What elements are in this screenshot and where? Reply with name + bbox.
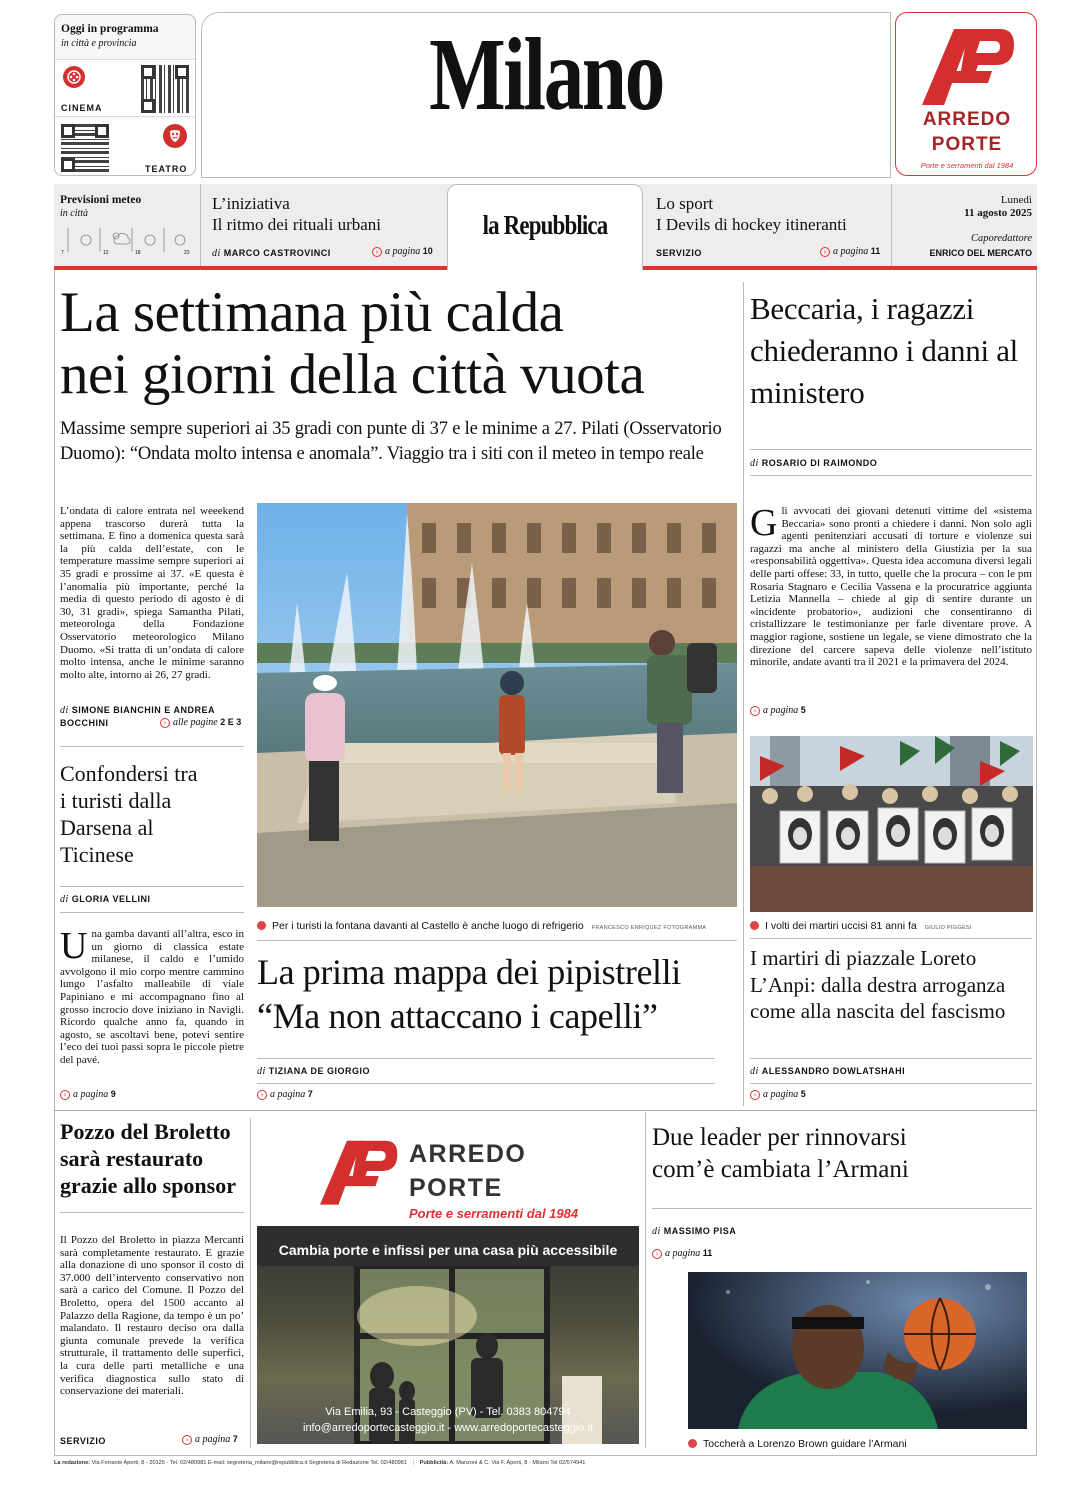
confondersi-body: Una gamba davanti all’altra, esco in un giorno di classica estate milanese, il caldo e l’umido avvolgono il mio corpo mentre cammino lungo l’asfalto malleabile di viale Papiniano e mi accompagnano fino al grosso incrocio dove iniziano in Navigli. Ricordo qualche anno fa, quando in agosto, se ascoltavi bene, potevi sentire l’eco dei tuoi passi sopra le piccole pietre del pavé. [60, 925, 244, 1066]
arrow-right-icon: › [820, 247, 830, 257]
camera-icon [257, 921, 266, 930]
meteo-box[interactable] [54, 184, 196, 266]
loreto-byline: di ALESSANDRO DOWLATSHAHI [750, 1066, 906, 1077]
confondersi-byline: di GLORIA VELLINI [60, 894, 151, 905]
qr-code-icon[interactable] [141, 65, 189, 113]
arrow-right-icon: › [750, 706, 760, 716]
armani-byline: di MASSIMO PISA [652, 1226, 737, 1237]
meteo-icons [60, 224, 194, 258]
arrow-right-icon: › [750, 1090, 760, 1100]
ad-slogan: Cambia porte e infissi per una casa più accessibile [278, 1242, 618, 1258]
pipistrelli-pageref[interactable]: › a pagina 7 [257, 1089, 313, 1100]
date-full: 11 agosto 2025 [964, 207, 1032, 219]
pipistrelli-headline[interactable]: La prima mappa dei pipistrelli “Ma non attaccano i capelli” [257, 952, 681, 1036]
armani-pageref[interactable]: › a pagina 11 [652, 1248, 712, 1259]
lead-byline: di SIMONE BIANCHIN E ANDREA BOCCHINI [60, 705, 215, 728]
ad-brand-1: ARREDO [922, 109, 1012, 130]
camera-icon [688, 1439, 697, 1448]
confondersi-pageref[interactable]: › a pagina 9 [60, 1089, 116, 1100]
programma-subtitle: in città e provincia [61, 38, 137, 49]
confondersi-headline[interactable]: Confondersi tra i turisti dalla Darsena al Ticinese [60, 761, 198, 867]
teaser-sport[interactable] [656, 184, 888, 266]
lead-photo-caption: Per i turisti la fontana davanti al Castello è anche luogo di refrigerio FRANCESCO ENRIQUEZ FOTOGRAMMA [257, 916, 737, 934]
meteo-subtitle: in città [60, 208, 89, 219]
footer: La redazione: Via Ferrante Aporti, 8 - 20125 - Tel. 02/480981 E-mail: segreteria_milano@repubblica.it Segreteria di Redazione Tel. 02/480981 | Pubblicità: A. Manzoni & C. Via F. Aporti, 8 - Milano Tel 02/574941 [54, 1460, 586, 1466]
theater-mask-icon [163, 124, 187, 148]
lead-headline[interactable]: La settimana più calda nei giorni della città vuota [60, 281, 645, 406]
ad-brand-2: PORTE [931, 134, 1003, 155]
loreto-photo [750, 736, 1033, 912]
teaser-kicker: L’iniziativa [212, 194, 290, 213]
armani-headline[interactable]: Due leader per rinnovarsi com’è cambiata l’Armani [652, 1124, 909, 1183]
lead-deck: Massime sempre superiori ai 35 gradi con punte di 37 e le minime a 27. Pilati (Osservatorio Duomo): “Ondata molto intensa e anomala”. Viaggio tra i siti con il meteo in tempo reale [60, 419, 722, 464]
ad-tagline: Porte e serramenti dal 1984 [920, 161, 1014, 170]
teatro-tile[interactable] [55, 119, 195, 175]
arrow-right-icon: › [372, 247, 382, 257]
cinema-tile[interactable] [55, 59, 195, 117]
arrow-right-icon: › [160, 718, 170, 728]
beccaria-headline[interactable]: Beccaria, i ragazzi chiederanno i danni al ministero [750, 291, 1018, 410]
beccaria-byline: di ROSARIO DI RAIMONDO [750, 458, 878, 469]
broletto-byline: SERVIZIO [60, 1436, 106, 1446]
teaser-iniziativa[interactable] [212, 184, 444, 266]
ad-bottom[interactable] [257, 1124, 639, 1444]
arrow-right-icon: › [257, 1090, 267, 1100]
armani-photo-caption: Toccherà a Lorenzo Brown guidare l’Armani [688, 1434, 907, 1452]
teatro-label: TEATRO [145, 164, 188, 174]
teaser-pageref[interactable]: › a pagina 11 [820, 246, 880, 257]
beccaria-pageref[interactable]: › a pagina 5 [750, 705, 806, 716]
date-box [892, 184, 1032, 266]
loreto-photo-caption: I volti dei martiri uccisi 81 anni fa GIULIO PIGGESI [750, 916, 1033, 934]
masthead-title[interactable]: Milano [429, 17, 663, 132]
loreto-headline[interactable]: I martiri di piazzale Loreto L’Anpi: dalla destra arroganza come alla nascita del fascismo [750, 946, 1006, 1023]
film-reel-icon [63, 66, 85, 88]
arredo-porte-logo [311, 1134, 403, 1208]
ad-brand-1: ARREDO [409, 1140, 527, 1168]
ad-top[interactable] [895, 12, 1037, 176]
arrow-right-icon: › [182, 1435, 192, 1445]
teaser-pageref[interactable]: › a pagina 10 [372, 246, 433, 257]
date-day: Lunedì [1000, 194, 1032, 206]
lead-photo [257, 503, 737, 907]
qr-code-icon[interactable] [61, 124, 109, 172]
teaser-byline: di MARCO CASTROVINCI [212, 248, 331, 259]
pipistrelli-byline: di TIZIANA DE GIORGIO [257, 1066, 370, 1077]
teaser-byline: SERVIZIO [656, 248, 702, 258]
meteo-title: Previsioni meteo [60, 194, 142, 206]
arrow-right-icon: › [652, 1249, 662, 1259]
cinema-label: CINEMA [61, 103, 103, 113]
meteo-hour: 18 [135, 250, 141, 256]
arrow-right-icon: › [60, 1090, 70, 1100]
ad-tagline: Porte e serramenti dal 1984 [409, 1206, 579, 1221]
loreto-pageref[interactable]: › a pagina 5 [750, 1089, 806, 1100]
meteo-hour: 23 [184, 250, 190, 256]
lead-pageref[interactable]: › alle pagine 2 E 3 [160, 717, 241, 728]
editor-name: ENRICO DEL MERCATO [929, 248, 1032, 258]
programma-title: Oggi in programma [61, 23, 159, 35]
repubblica-logo[interactable]: la Repubblica [482, 210, 608, 240]
teaser-title: I Devils di hockey itineranti [656, 215, 847, 234]
lead-body: L’ondata di calore entrata nel weeekend appena trascorso durerà tutta la settimana. E fino a domenica questa sarà la più calda dell’estate, con le temperature massime sempre superiori ai 35 gradi e prossime ai 37. «E questa è l’anomalia più importante, perché la media di questo periodo di agosto è di 30, 31 gradi», spiega Samantha Pilati, meteorologa della Fondazione Osservatorio meteorologico Milano Duomo. «Si tratta di un’ondata di calore molto intensa, anche le minime saranno molto alte, intorno ai 26, 27 gradi. [60, 505, 244, 681]
armani-photo [688, 1272, 1027, 1429]
ad-address: Via Emilia, 93 - Casteggio (PV) - Tel. 0383 804794 [325, 1406, 571, 1418]
arredo-porte-logo [914, 21, 1018, 109]
camera-icon [750, 921, 759, 930]
meteo-hour: 7 [61, 250, 64, 256]
broletto-headline[interactable]: Pozzo del Broletto sarà restaurato grazie allo sponsor [60, 1119, 236, 1198]
beccaria-body: Gli avvocati dei giovani detenuti vittime del «sistema Beccaria» sono pronti a chiedere i danni. Non solo agli agenti penitenziari accusati di torture e violenze sui ragazzi ma anche al ministero della Giustizia per la sua «responsabilità oggettiva». Questa idea accomuna diversi legali delle parti offese: 33, in tutto, quelle che la procura – con le pm Rosaria Stagnaro e Cecilia Vassena e la procuratrice aggiunta Letizia Mannella – chiede al gip di sentire durante un «incidente probatorio», audizioni che consentiranno di cristallizzare le testimonianze per farle diventare prove. A maggior ragione, sostiene un legale, se viene dimostrato che la direzione del carcere sapeva delle violenze nell’istituto minorile, andate avanti tra il 2021 e la primavera del 2024. [750, 502, 1032, 669]
broletto-body: Il Pozzo del Broletto in piazza Mercanti sarà completamente restaurato. E grazie alla donazione di uno sponsor il costo di 37.000 dell’intervento conservativo non sarà a carico del Comune. Il Pozzo del Broletto, opera del 1500 accanto al Palazzo della Ragione, da tempo è un po’ malandato. Il restauro deciso ora dalla giunta comunale prevede la verifica strutturale, il trattamento delle superfici, la cura delle parti metalliche e una verifica diagnostica sullo stato di conservazione dei materiali. [60, 1234, 244, 1398]
teaser-kicker: Lo sport [656, 194, 714, 213]
ad-brand-2: PORTE [409, 1174, 503, 1202]
ad-web[interactable]: info@arredoportecasteggio.it - www.arredoportecasteggio.it [303, 1422, 593, 1434]
meteo-hour: 12 [103, 250, 109, 256]
programma-box [54, 14, 196, 176]
teaser-title: Il ritmo dei rituali urbani [212, 215, 382, 234]
editor-role: Caporedattore [970, 233, 1032, 244]
broletto-pageref[interactable]: › a pagina 7 [182, 1434, 238, 1445]
